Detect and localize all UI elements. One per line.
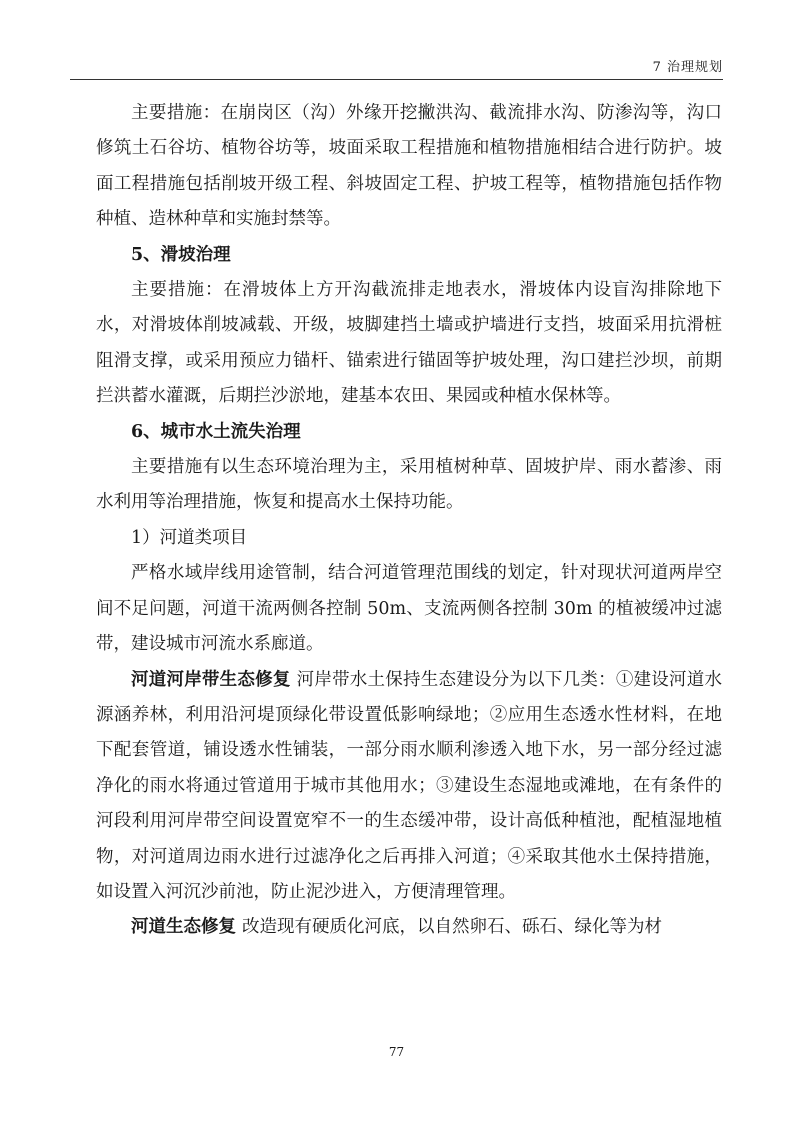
- paragraph-shoreline-control: 严格水域岸线用途管制，结合河道管理范围线的划定，针对现状河道两岸空间不足问题，河道干流两侧各控制 50m、支流两侧各控制 30m 的植被缓冲过滤带，建设城市河流水系廊道。: [96, 563, 722, 655]
- heading-urban-erosion-control: 6、城市水土流失治理: [131, 421, 301, 442]
- heading-landslide-control: 5、滑坡治理: [131, 244, 231, 265]
- paragraph-collapse-gully-measures: 主要措施：在崩岗区（沟）外缘开挖撇洪沟、截流排水沟、防渗沟等，沟口修筑土石谷坊、植物谷坊等，坡面采取工程措施和植物措施相结合进行防护。坡面工程措施包括削坡开级工程、斜坡固定工程、护坡工程等，植物措施包括作物种植、造林种草和实施封禁等。: [96, 103, 722, 230]
- text-riparian-restoration: 河岸带水土保持生态建设分为以下几类：①建设河道水源涵养林，利用沿河堤顶绿化带设置低影响绿地；②应用生态透水性材料，在地下配套管道，铺设透水性铺装，一部分雨水顺利渗透入地下水，另一部分经过滤净化的雨水将通过管道用于城市其他用水；③建设生态湿地或滩地，在有条件的河段利用河岸带空间设置宽窄不一的生态缓冲带，设计高低种植池，配植湿地植物，对河道周边雨水进行过滤净化之后再排入河道；④采取其他水土保持措施，如设置入河沉沙前池，防止泥沙进入，方便清理管理。: [96, 669, 722, 902]
- subheading-river-projects: 1）河道类项目: [131, 527, 248, 548]
- paragraph-urban-measures: 主要措施有以生态环境治理为主，采用植树种草、固坡护岸、雨水蓄渗、雨水利用等治理措施，恢复和提高水土保持功能。: [96, 457, 722, 513]
- lead-river-restoration: 河道生态修复: [131, 917, 236, 938]
- lead-riparian-restoration: 河道河岸带生态修复: [131, 669, 291, 690]
- text-river-restoration: 改造现有硬质化河底，以自然卵石、砾石、绿化等为材: [242, 917, 662, 938]
- paragraph-river-restoration: [96, 910, 722, 945]
- header-rule: [70, 79, 723, 80]
- paragraph-landslide-measures: 主要措施：在滑坡体上方开沟截流排走地表水，滑坡体内设盲沟排除地下水，对滑坡体削坡减载、开级，坡脚建挡土墙或护墙进行支挡，坡面采用抗滑桩阻滑支撑，或采用预应力锚杆、锚索进行锚固等护坡处理，沟口建拦沙坝，前期拦洪蓄水灌溉，后期拦沙淤地，建基本农田、果园或种植水保林等。: [96, 280, 722, 407]
- chapter-header: 7 治理规划: [652, 60, 723, 75]
- page-number: 77: [388, 1045, 405, 1059]
- page-body: [96, 96, 722, 946]
- paragraph-riparian-restoration: [96, 663, 722, 911]
